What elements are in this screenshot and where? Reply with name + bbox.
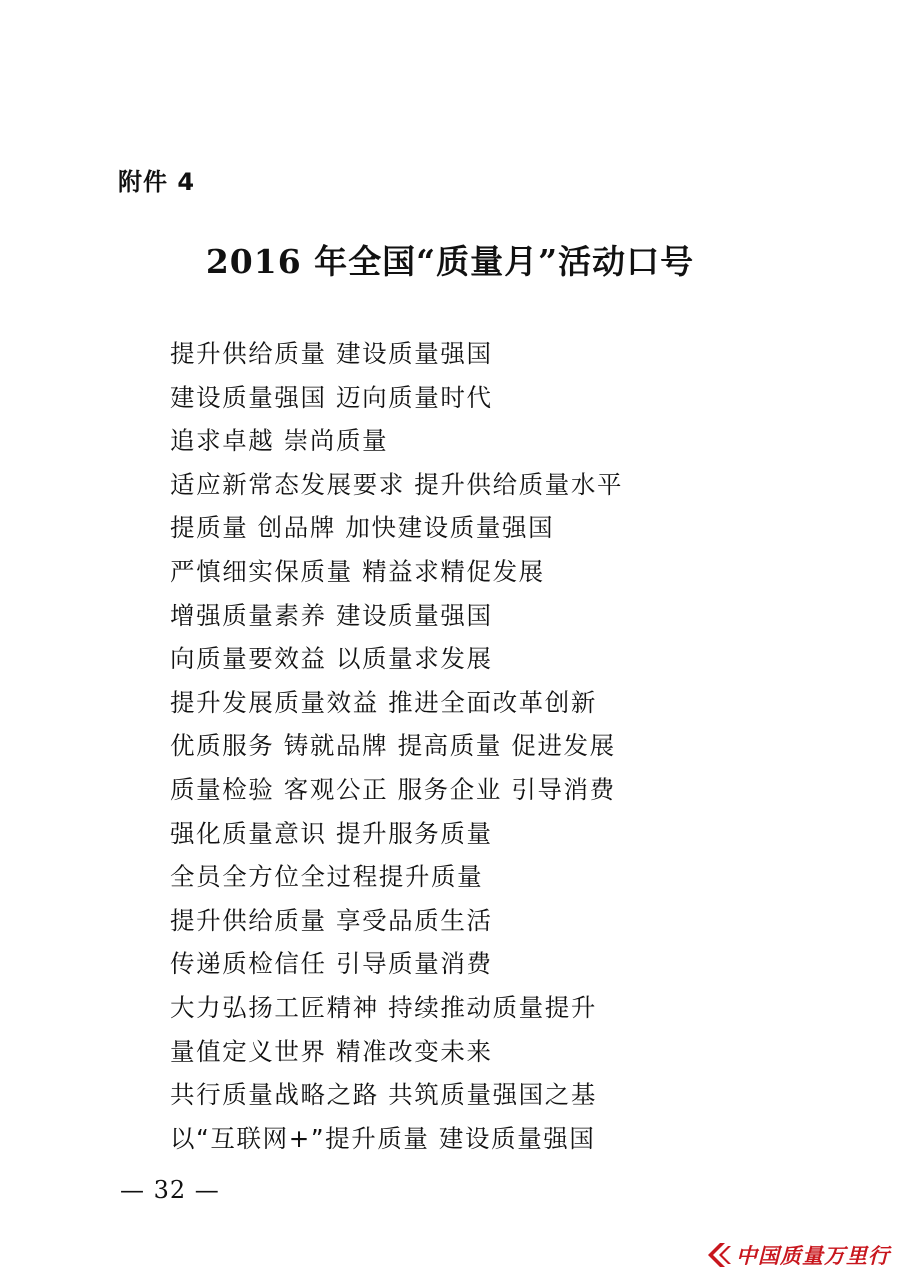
slogan-item: 提质量 创品牌 加快建设质量强国 <box>170 513 555 543</box>
slogan-item: 向质量要效益 以质量求发展 <box>170 644 493 674</box>
slogan-item: 以“互联网+”提升质量 建设质量强国 <box>170 1123 596 1153</box>
attachment-label: 附件 4 <box>118 168 196 196</box>
slogan-item: 提升发展质量效益 推进全面改革创新 <box>170 687 597 717</box>
watermark <box>706 1240 890 1270</box>
slogan-item: 优质服务 铸就品牌 提高质量 促进发展 <box>170 731 616 761</box>
slogan-item: 提升供给质量 建设质量强国 <box>170 339 493 368</box>
watermark-text: 中国质量万里行 <box>736 1243 890 1268</box>
document-title: 2016 年全国“质量月”活动口号 <box>205 242 695 281</box>
page-number: — 32 — <box>120 1176 220 1204</box>
slogan-item: 质量检验 客观公正 服务企业 引导消费 <box>170 774 616 804</box>
slogan-item: 全员全方位全过程提升质量 <box>170 862 484 892</box>
slogan-item: 建设质量强国 迈向质量时代 <box>170 382 493 412</box>
slogan-item: 提升供给质量 享受品质生活 <box>170 905 493 935</box>
slogan-item: 适应新常态发展要求 提升供给质量水平 <box>170 469 624 499</box>
slogan-item: 大力弘扬工匠精神 持续推动质量提升 <box>170 992 597 1022</box>
slogan-item: 追求卓越 崇尚质量 <box>170 426 389 456</box>
slogan-item: 增强质量素养 建设质量强国 <box>170 600 493 630</box>
slogan-item: 严慎细实保质量 精益求精促发展 <box>170 556 545 586</box>
slogan-list <box>170 332 623 1160</box>
slogan-item: 共行质量战略之路 共筑质量强国之基 <box>170 1080 597 1110</box>
slogan-item: 量值定义世界 精准改变未来 <box>170 1036 493 1066</box>
chevron-logo-icon <box>706 1241 732 1269</box>
slogan-item: 强化质量意识 提升服务质量 <box>170 818 493 848</box>
slogan-item: 传递质检信任 引导质量消费 <box>170 949 493 979</box>
